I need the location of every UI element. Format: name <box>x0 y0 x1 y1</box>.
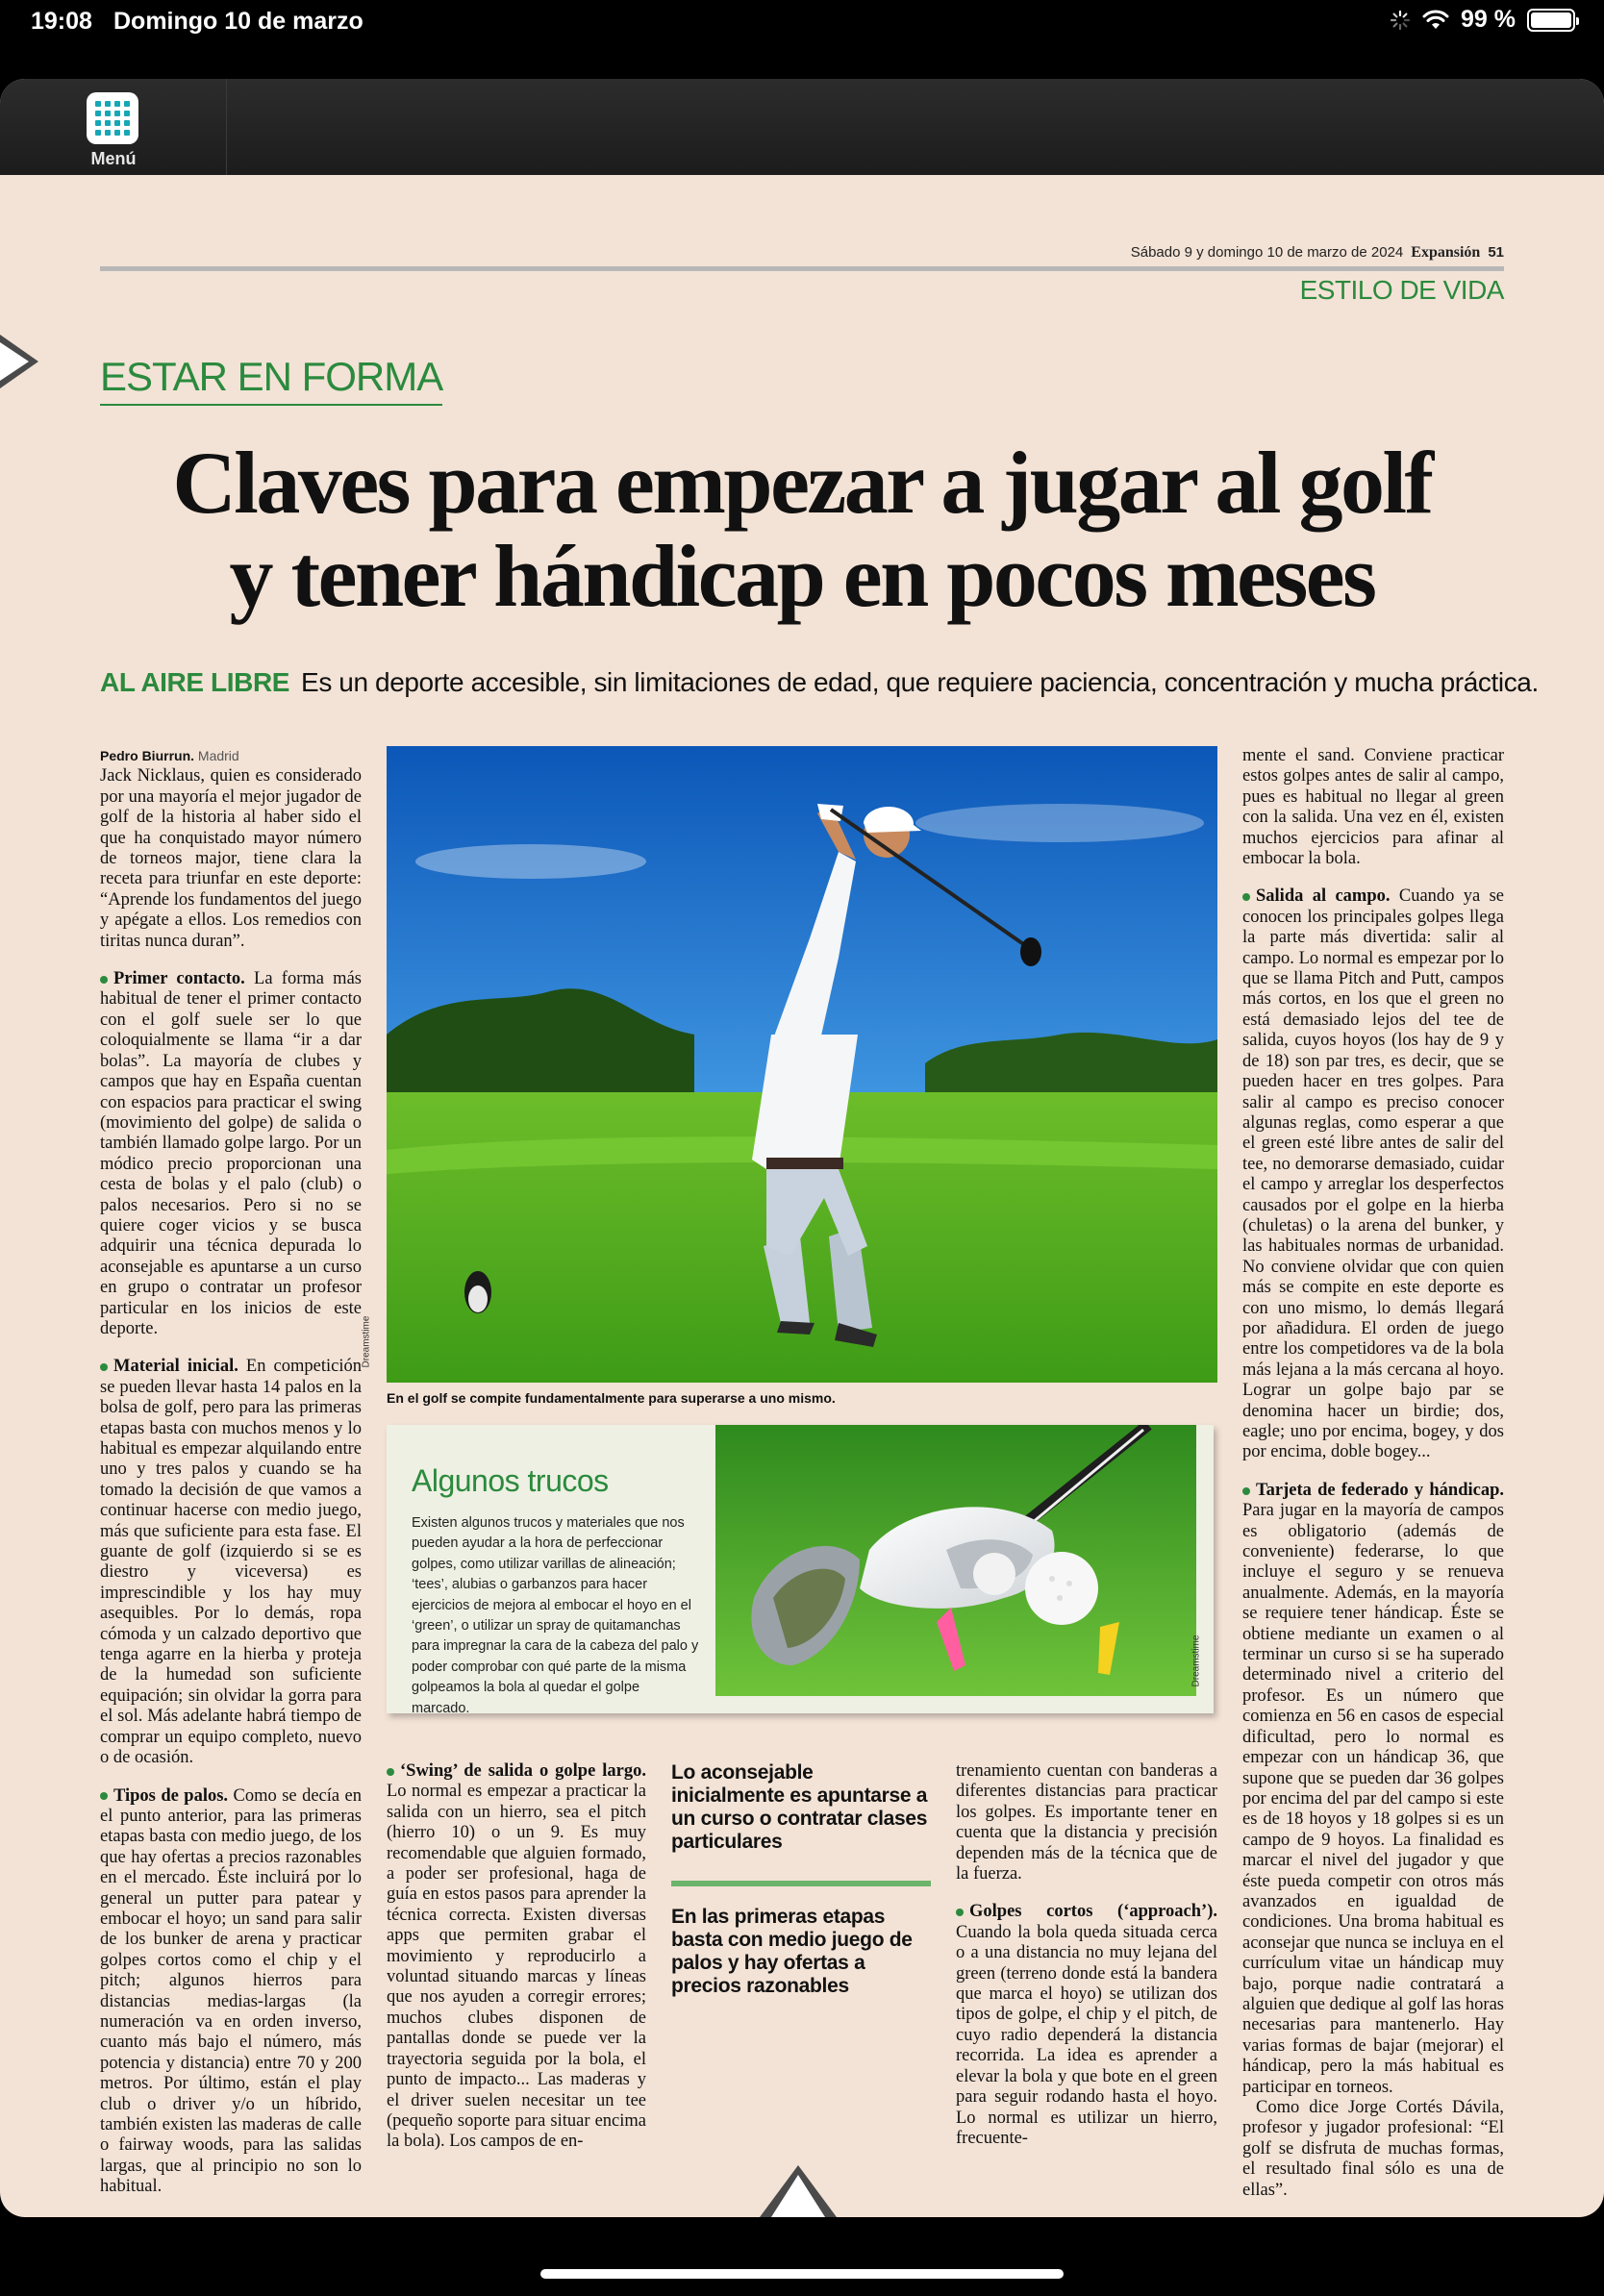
paragraph-golpes-continuation: mente el sand. Conviene practicar estos golpes antes de salir al campo, pues es habitual no llegar al green con la salida. Una vez en él, existen muchos ejercicios para afinar al embocar la bola. <box>1242 746 1504 869</box>
status-bar <box>0 0 1604 77</box>
closing-paragraph: Como dice Jorge Cortés Dávila, profesor y jugador profesional: “El golf se disfruta de muchas formas, el resultado final sólo es una de ellas”. <box>1242 2098 1504 2200</box>
photo-credit <box>361 1310 381 1377</box>
battery-percent: 99 % <box>1461 6 1516 33</box>
headline-line-1: Claves para empezar a jugar al golf <box>172 434 1432 532</box>
page-number: 51 <box>1488 244 1504 261</box>
paragraph-lead: ‘Swing’ de salida o golpe largo. <box>400 1761 646 1781</box>
paragraph-text: En competición se pueden llevar hasta 14 palos en la bolsa de golf, pero para las primeras etapas basta con muchos menos y lo habitual es empezar alquilando entre uno y tres palos y cuando se ha tomado la decisión de que vamos a continuar hacerse con medio juego, más que suficiente para esta fase. El guante de golf (izquierdo si se es diestro y viceversa) es imprescindible y los hay muy asequibles. Por lo demás, ropa cómoda y un calzado deportivo que tenga agarre en la hierba y proteja de la humedad son suficiente equipación; sin olvidar la gorra para el sol. Más adelante habrá tiempo de comprar un equipo completo, nuevo o de ocasión. <box>100 1357 362 1768</box>
header-rule <box>100 266 1504 271</box>
bullet-icon <box>100 1792 108 1800</box>
golfer-illustration <box>387 746 1217 1383</box>
paragraph-text: Para jugar en la mayoría de campos es obligatorio (además de conveniente) federarse, lo que incluye el seguro y se renueva anualmente. Además, en la mayoría se requiere tener hándicap. Éste se obtiene mediante un examen o al terminar un curso si se ha superado determinado nivel a criterio del profesor. Es un número que comienza en 56 en casos de especial dificultad, pero lo normal es empezar con un hándicap 36, que supone que se pueden dar 36 golpes por encima del par del campo si este es de 18 hoyos y 18 golpes si es un campo de 9 hoyos. La finalidad es marcar el nivel del jugador y que éste pueda competir con otros más avanzados en igualdad de condiciones. Una broma habitual es aconsejar que nunca se incluya en el currículum vitae un hándicap muy bajo, porque nadie contratará a alguien que dedique al golf las horas necesarias para mantenerlo. Hay varias formas de bajar (mejorar) el hándicap, pero la más habitual es participar en torneos. <box>1242 1501 1504 2097</box>
reader-toolbar <box>0 79 1604 175</box>
battery-icon <box>1527 9 1575 32</box>
article-kicker: ESTAR EN FORMA <box>100 354 442 406</box>
bullet-icon <box>387 1768 394 1776</box>
issue-date: Sábado 9 y domingo 10 de marzo de 2024 <box>1130 244 1404 261</box>
byline-city: Madrid <box>197 748 239 763</box>
deck-label: AL AIRE LIBRE <box>100 667 290 697</box>
paragraph-lead: Tarjeta de federado y hándicap. <box>1256 1480 1504 1500</box>
wifi-icon <box>1422 10 1449 31</box>
reader-frame <box>0 79 1604 2217</box>
paragraph-salida-al-campo <box>1242 886 1504 1462</box>
paragraph-text: La forma más habitual de tener el primer contacto con el golf suele ser lo que coloquialmente se llama “ir a dar bolas”. La mayoría de clubes y campos que hay en España cuentan con espacios para practicar el swing (movimiento del golpe) de salida o también llamado golpe largo. Por un módico precio proporcionan una cesta de bolas y el palo (club) o palos necesarios. Pero si no se quiere coger vicios y se busca adquirir una técnica depurada lo aconsejable es apuntarse a un curso en grupo o contratar un profesor particular en los inicios de este deporte. <box>100 969 362 1338</box>
headline-line-2: y tener hándicap en pocos meses <box>229 527 1375 625</box>
paragraph-text: Cuando la bola queda situada cerca o a una distancia no muy lejana del green (terreno donde está la bandera que marca el hoyo) se utilizan dos tipos de golpe, el chip y el pitch, de cuyo radio dependerá la distancia recorrida. La idea es aprender a elevar la bola y que bote en el green para seguir rodando hasta el hoyo. Lo normal es utilizar un hierro, frecuente- <box>956 1922 1217 2148</box>
body-column-2 <box>387 1761 646 2170</box>
battery-level <box>1531 12 1571 28</box>
golf-club-illustration <box>715 1425 1196 1696</box>
body-column-5 <box>1242 746 1504 2217</box>
photo-caption: En el golf se compite fundamentalmente para superarse a uno mismo. <box>387 1390 836 1406</box>
paragraph-text: Como se decía en el punto anterior, para las primeras etapas basta con medio juego, de los que hay ofertas a precios razonables en el mercado. Éste incluirá por lo general un putter para patear y embocar el hoyo; un sand para salir de los bunker de arena y practicar golpes cortos como el chip y el pitch; algunos hierros para distancias medias-largas (la numeración va en orden inverso, cuanto más bajo el número, más potencia y distancia) entre 70 y 200 metros. Por último, están el play club o driver y/o un híbrido, también existen las maderas de calle o fairway woods, para las salidas largas, que al principio no son lo habitual. <box>100 1785 363 2197</box>
paragraph-material-inicial <box>100 1357 362 1768</box>
paragraph-lead: Primer contacto. <box>113 969 245 989</box>
paragraph-primer-contacto <box>100 969 362 1339</box>
intro-paragraph: Jack Nicklaus, quien es considerado por una mayoría el mejor jugador de golf de la historia al haber sido el que ha conquistado mayor número de torneos major, tiene clara la receta para triunfar en este deporte: “Aprende los fundamentos del juego y apégate a ellos. Los remedios con tiritas nunca duran”. <box>100 766 362 951</box>
pull-quote-1: Lo aconsejable inicialmente es apuntarse a un curso o contratar clases particulares <box>671 1761 928 1853</box>
status-time: 19:08 <box>31 8 92 35</box>
paragraph-tipos-de-palos <box>100 1786 362 2198</box>
pull-quote-2: En las primeras etapas basta con medio juego de palos y hay ofertas a precios razonables <box>671 1906 913 1997</box>
paragraph-text: Lo normal es empezar a practicar la salida con un hierro, sea el pitch (hierro 10) o un 9. Es muy recomendable que alguien formado, a poder ser profesional, haga de guía en estos pasos para aprender la técnica correcta. Existen diversas apps que permiten grabar el movimiento y reproducirlo a voluntad situando marcas y líneas que nos ayuden a corregir errores; muchos clubes disponen de pantallas donde se puede ver la trayectoria seguida por la bola, el punto de impacto... Las maderas y el driver suelen necesitar un tee (pequeño soporte para situar encima la bola). Los campos de en- <box>387 1782 646 2152</box>
paragraph-tarjeta-federado <box>1242 1481 1504 2098</box>
bullet-icon <box>1242 1487 1250 1495</box>
body-column-4 <box>956 1761 1217 2166</box>
grid-icon <box>87 92 138 144</box>
golfer-photo <box>387 746 1217 1383</box>
paragraph-lead: Golpes cortos (‘approach’). <box>969 1902 1217 1922</box>
tips-box-credit <box>1190 1635 1211 1723</box>
golf-club-photo <box>715 1425 1196 1696</box>
bullet-icon <box>956 1909 964 1916</box>
paragraph-swing-continuation: trenamiento cuentan con banderas a diferentes distancias para practicar los golpes. Es importante tener en cuenta que la distancia y precisión dependen más de la técnica que de la fuerza. <box>956 1761 1217 1884</box>
paragraph-golpes-cortos <box>956 1902 1217 2149</box>
page-header-meta <box>1131 244 1504 262</box>
paragraph-lead: Material inicial. <box>113 1357 238 1377</box>
status-indicators <box>1390 6 1575 34</box>
tips-box <box>387 1425 1214 1716</box>
loading-spinner-icon <box>1390 10 1411 31</box>
toggle-bar-arrow-icon[interactable] <box>760 2165 837 2217</box>
newspaper-page[interactable] <box>0 175 1604 2217</box>
publication-name: Expansión <box>1411 244 1481 261</box>
home-indicator[interactable] <box>540 2269 1064 2279</box>
bullet-icon <box>100 1363 108 1371</box>
article-deck <box>100 667 1539 698</box>
tips-box-credit-text: Dreamstime <box>1190 1635 1202 1687</box>
paragraph-lead: Salida al campo. <box>1256 886 1391 907</box>
menu-button[interactable] <box>0 79 227 175</box>
body-column-1 <box>100 746 362 2215</box>
paragraph-swing-de-salida <box>387 1761 646 2153</box>
paragraph-lead: Tipos de palos. <box>113 1785 229 1806</box>
deck-text: Es un deporte accesible, sin limitaciones de edad, que requiere paciencia, concentración y mucha práctica. <box>301 667 1539 697</box>
photo-credit-text: Dreamstime <box>361 1315 372 1368</box>
menu-label: Menú <box>90 149 137 168</box>
section-name: ESTILO DE VIDA <box>1299 275 1504 305</box>
pull-quote-divider <box>671 1881 931 1886</box>
byline-author: Pedro Biurrun. <box>100 748 195 763</box>
previous-page-arrow-icon[interactable] <box>0 331 42 392</box>
byline <box>100 748 239 763</box>
bullet-icon <box>1242 893 1250 901</box>
status-date: Domingo 10 de marzo <box>113 8 363 35</box>
bullet-icon <box>100 976 108 984</box>
tips-box-title: Algunos trucos <box>412 1463 609 1498</box>
paragraph-text: Cuando ya se conocen los principales golpes llega la parte más divertida: salir al campo. Lo normal es empezar por lo que se llama Pitch and Putt, campos más cortos, en los que el green no está demasiado lejos del tee de salida, cuyos hoyos (los hay de 9 y de 18) son par tres, es decir, que se pueden hacer en tres golpes. Para salir al campo es preciso conocer algunas reglas, como esperar a que el green esté libre antes de salir del tee, no demorarse demasiado, cuidar el campo y arreglar los desperfectos causados por el golpe en la hierba (chuletas) o la arena del bunker, y las habituales normas de urbanidad. No conviene olvidar que con quien más se compite en este deporte es con uno mismo, lo demás llegará por añadidura. El orden de juego entre los competidores va de la bola más lejana a la más cercana al hoyo. Lograr un golpe bajo par se denomina hacer un birdie; dos, eagle; uno por encima, bogey, y dos por encima, doble bogey... <box>1242 886 1504 1462</box>
article-headline <box>100 434 1504 625</box>
tips-box-text: Existen algunos trucos y materiales que nos pueden ayudar a la hora de perfeccionar golpes, como utilizar varillas de alineación; ‘tees’, alubias o garbanzos para hacer ejercicios de mejora al embocar el hoyo en el ‘green’, o utilizar un spray de quitamanchas para impregnar la cara de la cabeza del palo y poder comprobar con qué parte de la misma golpeamos la bola al quedar el golpe marcado. <box>412 1515 699 1716</box>
